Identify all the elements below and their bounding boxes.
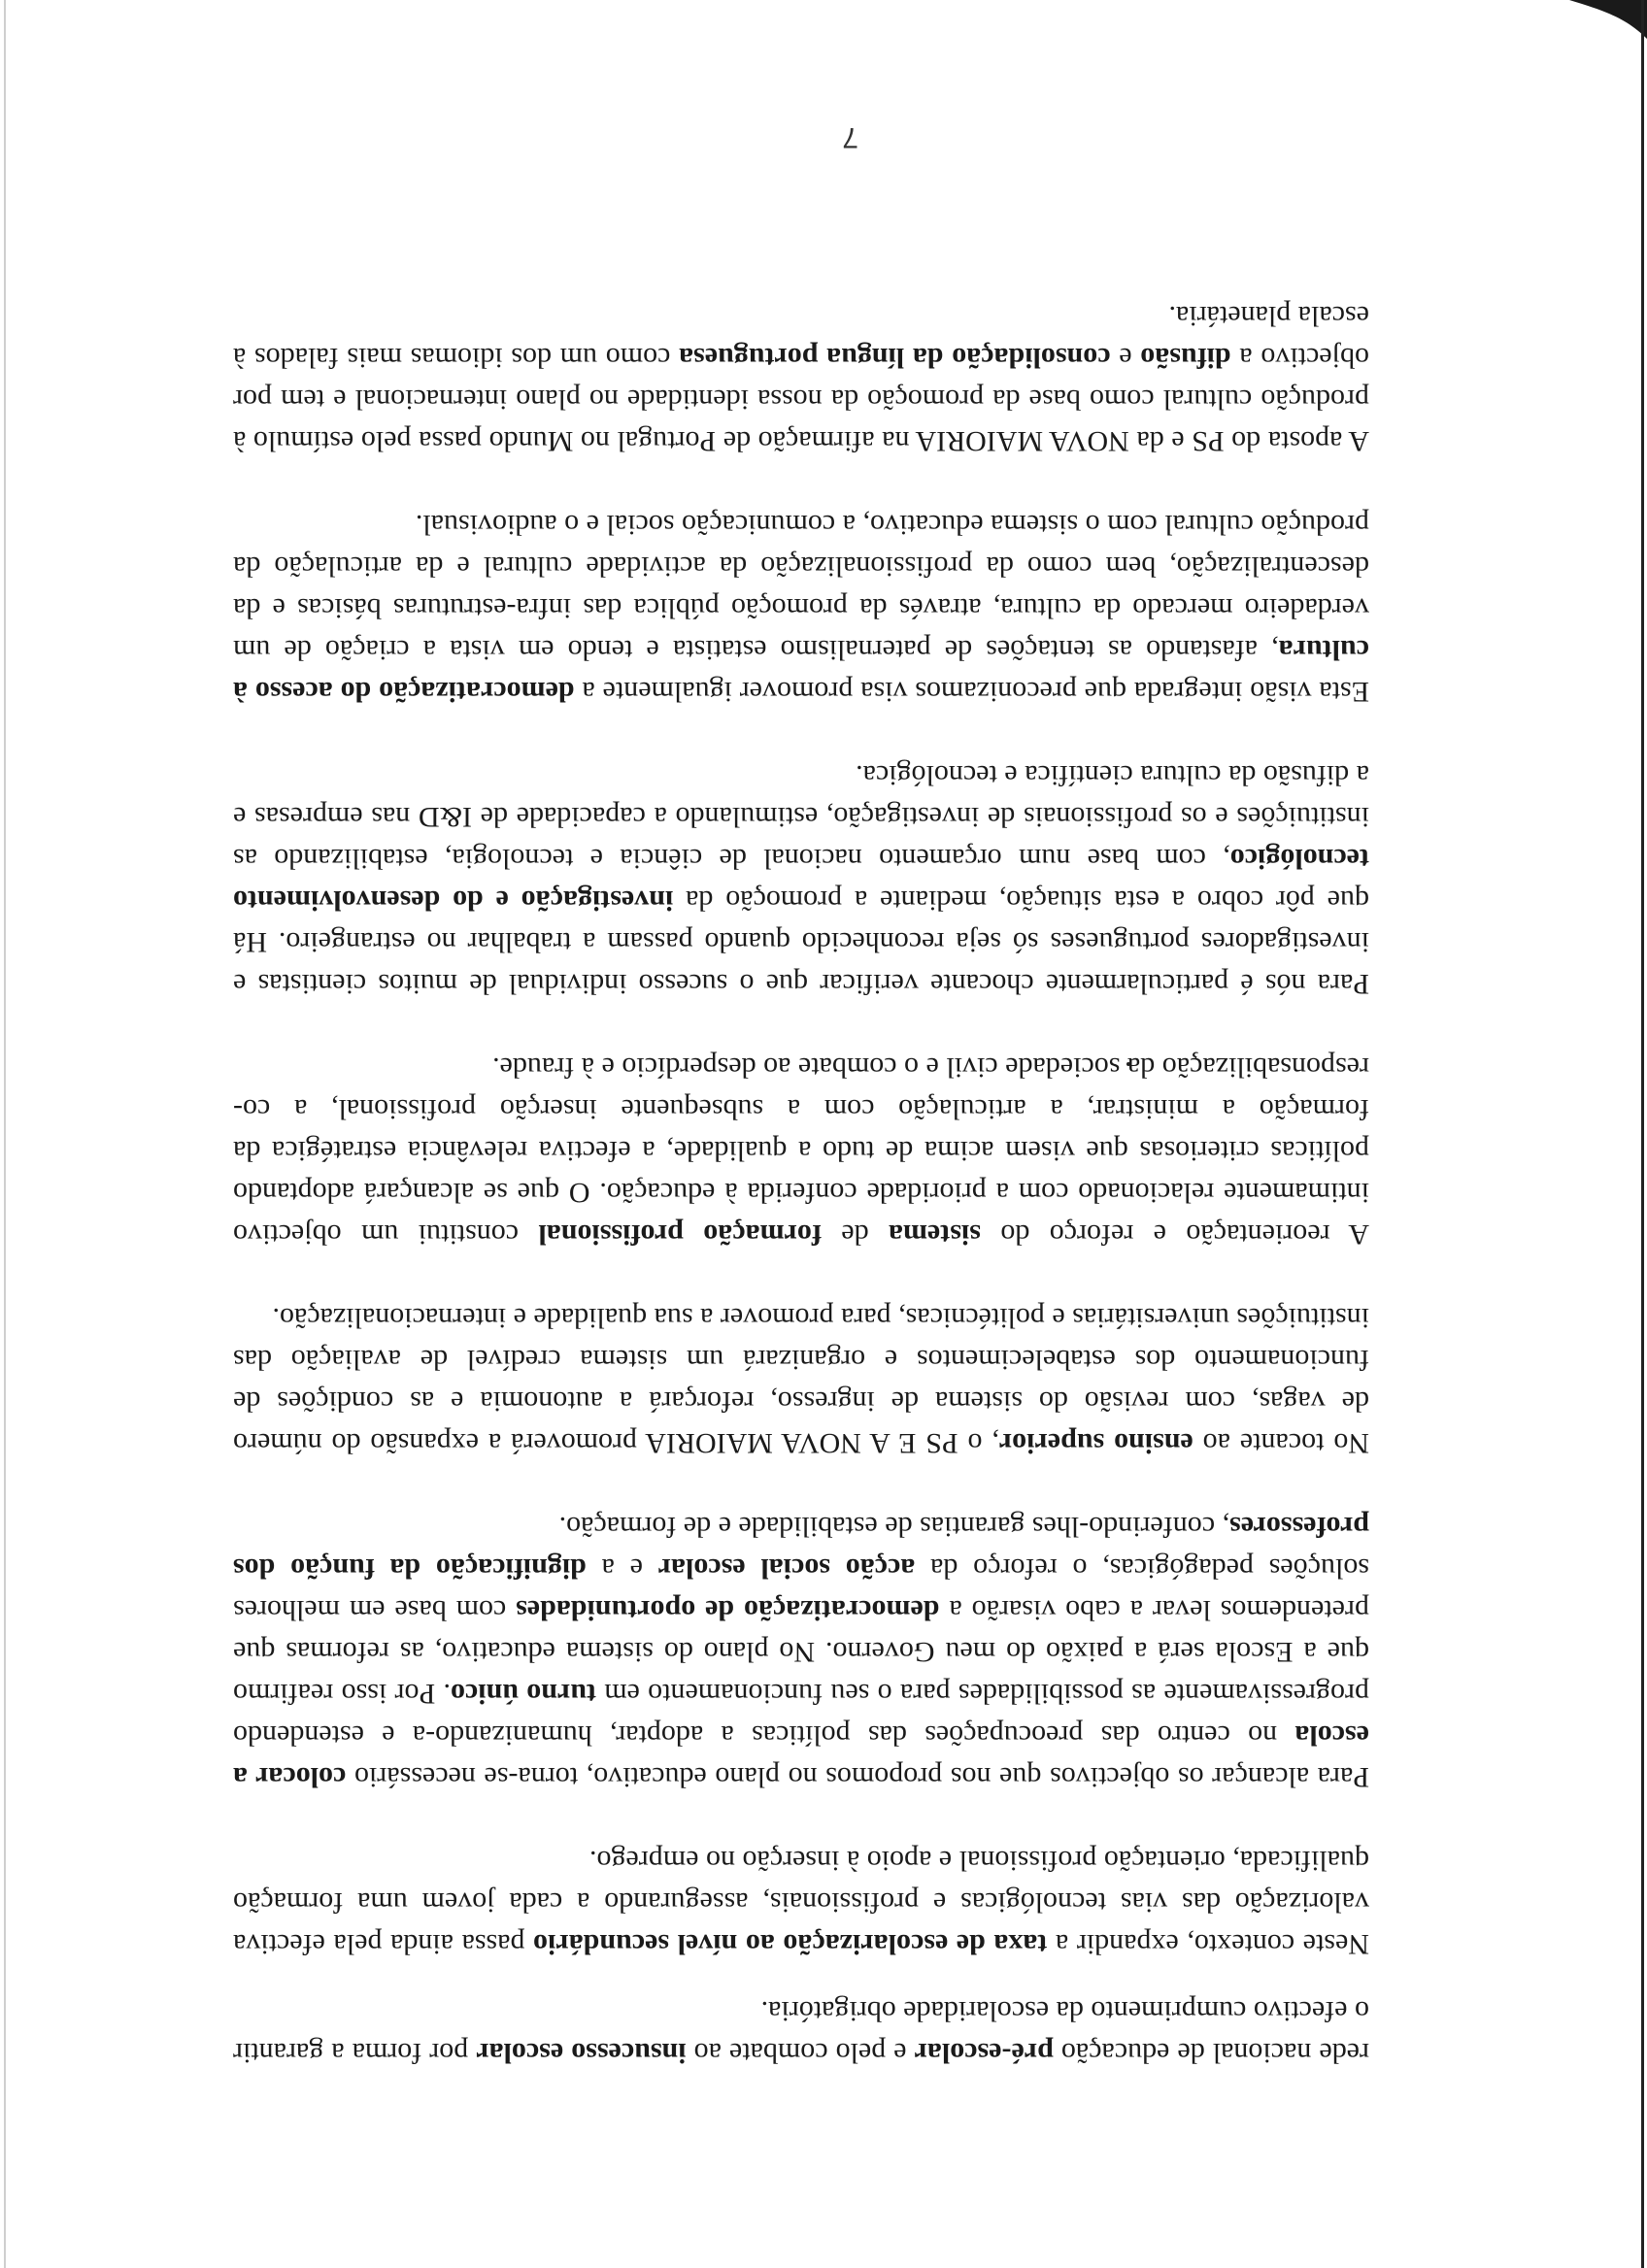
text-run: Para alcançar os objectivos que nos propomos no plano educativo, torna-se necessário xyxy=(346,1761,1369,1793)
text-run: Esta visão integrada que preconizamos visa promover igualmente a xyxy=(574,676,1369,708)
bold-term: consolidação da língua portuguesa xyxy=(679,342,1111,374)
text-run: constitui um objectivo intimamente relacionado com a prioridade conferida à educação. O que se alcançará adoptando políticas criteriosas que visem acima de tudo a qualidade, a efectiva relevância estratégica da formação a ministrar, a articulação com a subsequente inserção profissional, a co-responsabilização da sociedade civil e o combate ao desperdício e à fraude. xyxy=(233,1051,1369,1251)
text-run: Neste contexto, expandir a xyxy=(1047,1928,1369,1960)
text-run: , conferindo-lhes garantias de estabilidade e de formação. xyxy=(558,1511,1230,1543)
text-run: A aposta do PS e da NOVA MAIORIA na afirmação de Portugal no Mundo passa pelo estímulo à produção cultural como base da promoção da nossa identidade no plano internacional e tem por objectivo a xyxy=(233,342,1369,457)
text-run: e xyxy=(1110,342,1141,374)
paragraph-p3 xyxy=(233,1506,1369,1798)
text-run: . Por isso reafirmo que a Escola será a paixão do meu Governo. No plano do sistema educativo, as reformas que pretendemos levar a cabo visarão a xyxy=(233,1594,1369,1710)
text-run: , com base num orçamento nacional de ciência e tecnologia, estabilizando as instituições e os profissionais de investigação, estimulando a capacidade de I&D nas empresas e a difusão da cultura científica e tecnológica. xyxy=(233,759,1369,875)
bold-term: acção social escolar xyxy=(657,1552,916,1584)
bold-term: dignificação da função dos professores xyxy=(232,1511,1369,1584)
text-run: como um dos idiomas mais falados à escala planetária. xyxy=(232,300,1369,374)
text-run: com base em melhores soluções pedagógicas, o reforço da xyxy=(233,1552,1369,1626)
text-run: Para nós é particularmente chocante verificar que o sucesso individual de muitos cientistas e investigadores portugueses só seja reconhecido quando passam a trabalhar no estrangeiro. Há que pôr cobro a esta situação, mediante a promoção da xyxy=(233,884,1369,1000)
document-body xyxy=(233,253,1369,2074)
bold-term: turno único xyxy=(450,1678,596,1710)
bold-term: democratização do acesso à cultura xyxy=(233,634,1369,708)
bold-term: investigação e do desenvolvimento tecnológico xyxy=(233,843,1369,917)
bold-term: colocar a escola xyxy=(233,1719,1369,1793)
bold-term: democratização de oportunidades xyxy=(516,1594,940,1626)
paragraph-p1 xyxy=(233,1990,1369,2074)
paragraph-p7 xyxy=(233,504,1369,713)
bold-term: pré-escolar xyxy=(914,2037,1054,2069)
paragraph-p4 xyxy=(233,1297,1369,1464)
paragraph-p5 xyxy=(233,1047,1369,1255)
text-run: No tocante ao xyxy=(1193,1427,1369,1459)
text-run: passa ainda pela efectiva valorização das vias tecnológicas e profissionais, assegurando a cada jovem uma formação qualificada, orientação profissional e apoio à inserção no emprego. xyxy=(233,1845,1369,1960)
text-run: de xyxy=(821,1218,889,1251)
text-run: no centro das preocupações das políticas a adoptar, humanizando-a e estendendo progressivamente as possibilidades para o seu funcionamento em xyxy=(233,1678,1369,1751)
page-number: 7 xyxy=(842,121,858,153)
paragraph-p8 xyxy=(233,295,1369,462)
text-run: por forma a garantir o efectivo cumprimento da escolaridade obrigatória. xyxy=(233,1995,1369,2069)
text-run: A reorientação e reforço do xyxy=(980,1218,1369,1251)
paragraph-p6 xyxy=(233,754,1369,1005)
bold-term: sistema xyxy=(888,1218,981,1251)
paragraph-p2 xyxy=(233,1840,1369,1965)
bold-term: formação profissional xyxy=(538,1218,822,1251)
text-run: e pelo combate ao xyxy=(686,2037,915,2069)
bold-term: insucesso escolar xyxy=(476,2037,687,2069)
text-run: rede nacional de educação xyxy=(1053,2037,1369,2069)
text-run: , o PS E A NOVA MAIORIA promoverá a expansão do número de vagas, com revisão do sistema de ingresso, reforçará a autonomia e as condições de funcionamento dos estabelecimentos e organizará um sistema credível de avaliação das instituições universitárias e politécnicas, para promover a sua qualidade e internacionalização. xyxy=(233,1302,1369,1459)
bold-term: ensino superior xyxy=(998,1427,1193,1459)
bold-term: difusão xyxy=(1140,342,1231,374)
text-run: , afastando as tentações de paternalismo estatista e tendo em vista a criação de um verdadeiro mercado da cultura, através da promoção pública das infra-estruturas básicas e da descentralização, bem como da profissionalização da actividade cultural e da articulação da produção cultural com o sistema educativo, a comunicação social e o audiovisual. xyxy=(233,509,1369,666)
bold-term: taxa de escolarização ao nível secundário xyxy=(533,1928,1048,1960)
text-run: e a xyxy=(586,1552,658,1584)
